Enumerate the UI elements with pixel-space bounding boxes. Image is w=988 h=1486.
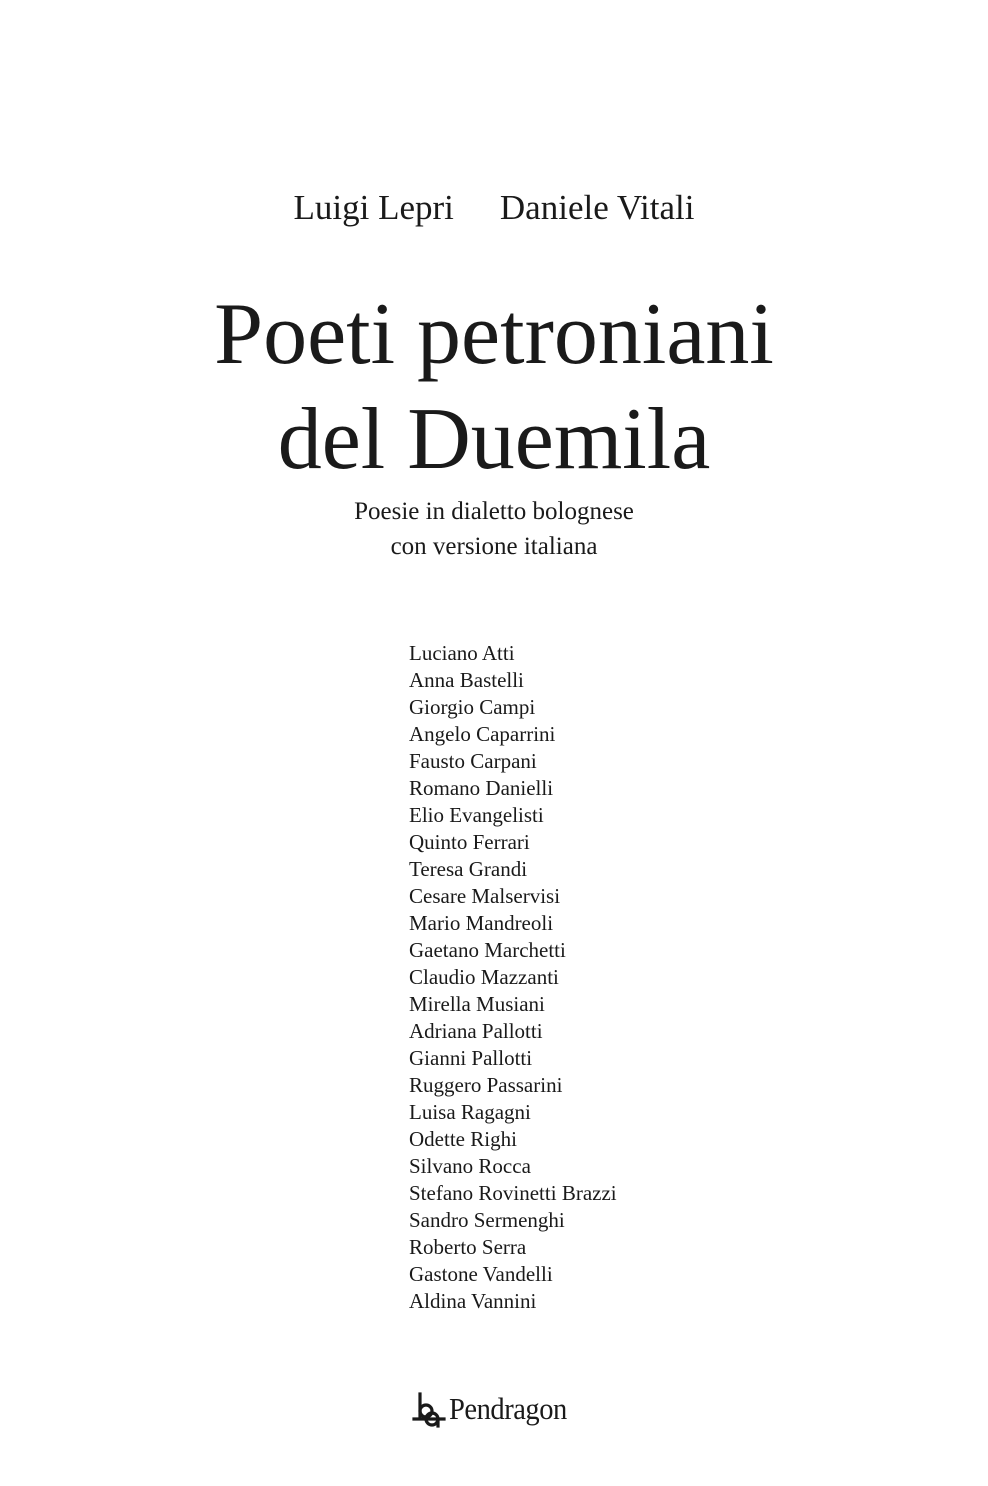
poet-name: Giorgio Campi	[409, 695, 536, 719]
poet-name: Silvano Rocca	[409, 1154, 531, 1178]
book-subtitle	[0, 494, 988, 564]
subtitle-line: con versione italiana	[390, 533, 598, 560]
subtitle-line: Poesie in dialetto bolognese	[354, 498, 634, 525]
poet-name: Claudio Mazzanti	[409, 965, 559, 989]
poet-name: Cesare Malservisi	[409, 884, 561, 908]
poet-name: Sandro Sermenghi	[409, 1208, 565, 1232]
poet-name: Adriana Pallotti	[409, 1019, 543, 1043]
poet-name: Gianni Pallotti	[409, 1046, 533, 1070]
poet-name: Elio Evangelisti	[409, 803, 544, 827]
title-line: del Duemila	[277, 391, 711, 488]
poet-name: Teresa Grandi	[409, 857, 528, 881]
publisher-name: Pendragon	[448, 1391, 567, 1426]
poet-name: Gastone Vandelli	[409, 1262, 553, 1286]
pendragon-logo-icon	[411, 1390, 447, 1428]
author-name: Daniele Vitali	[499, 188, 695, 227]
author-name: Luigi Lepri	[293, 188, 454, 227]
poet-name: Gaetano Marchetti	[409, 938, 566, 962]
poet-name: Mirella Musiani	[409, 992, 545, 1016]
poet-name: Roberto Serra	[409, 1235, 527, 1259]
poet-name: Anna Bastelli	[409, 668, 524, 692]
author-names	[0, 186, 988, 230]
poet-name: Quinto Ferrari	[409, 830, 530, 854]
title-line: Poeti petroniani	[214, 286, 774, 383]
poet-name: Romano Danielli	[409, 776, 554, 800]
poet-name: Stefano Rovinetti Brazzi	[409, 1181, 617, 1205]
poet-list	[409, 640, 617, 1315]
poet-name: Luciano Atti	[409, 641, 515, 665]
poet-name: Angelo Caparrini	[409, 722, 556, 746]
poet-name: Mario Mandreoli	[409, 911, 554, 935]
book-title	[0, 282, 988, 492]
poet-name: Ruggero Passarini	[409, 1073, 563, 1097]
poet-name: Odette Righi	[409, 1127, 517, 1151]
poet-name: Aldina Vannini	[409, 1289, 537, 1313]
publisher-mark	[0, 1390, 988, 1428]
poet-name: Luisa Ragagni	[409, 1100, 531, 1124]
poet-name: Fausto Carpani	[409, 749, 537, 773]
